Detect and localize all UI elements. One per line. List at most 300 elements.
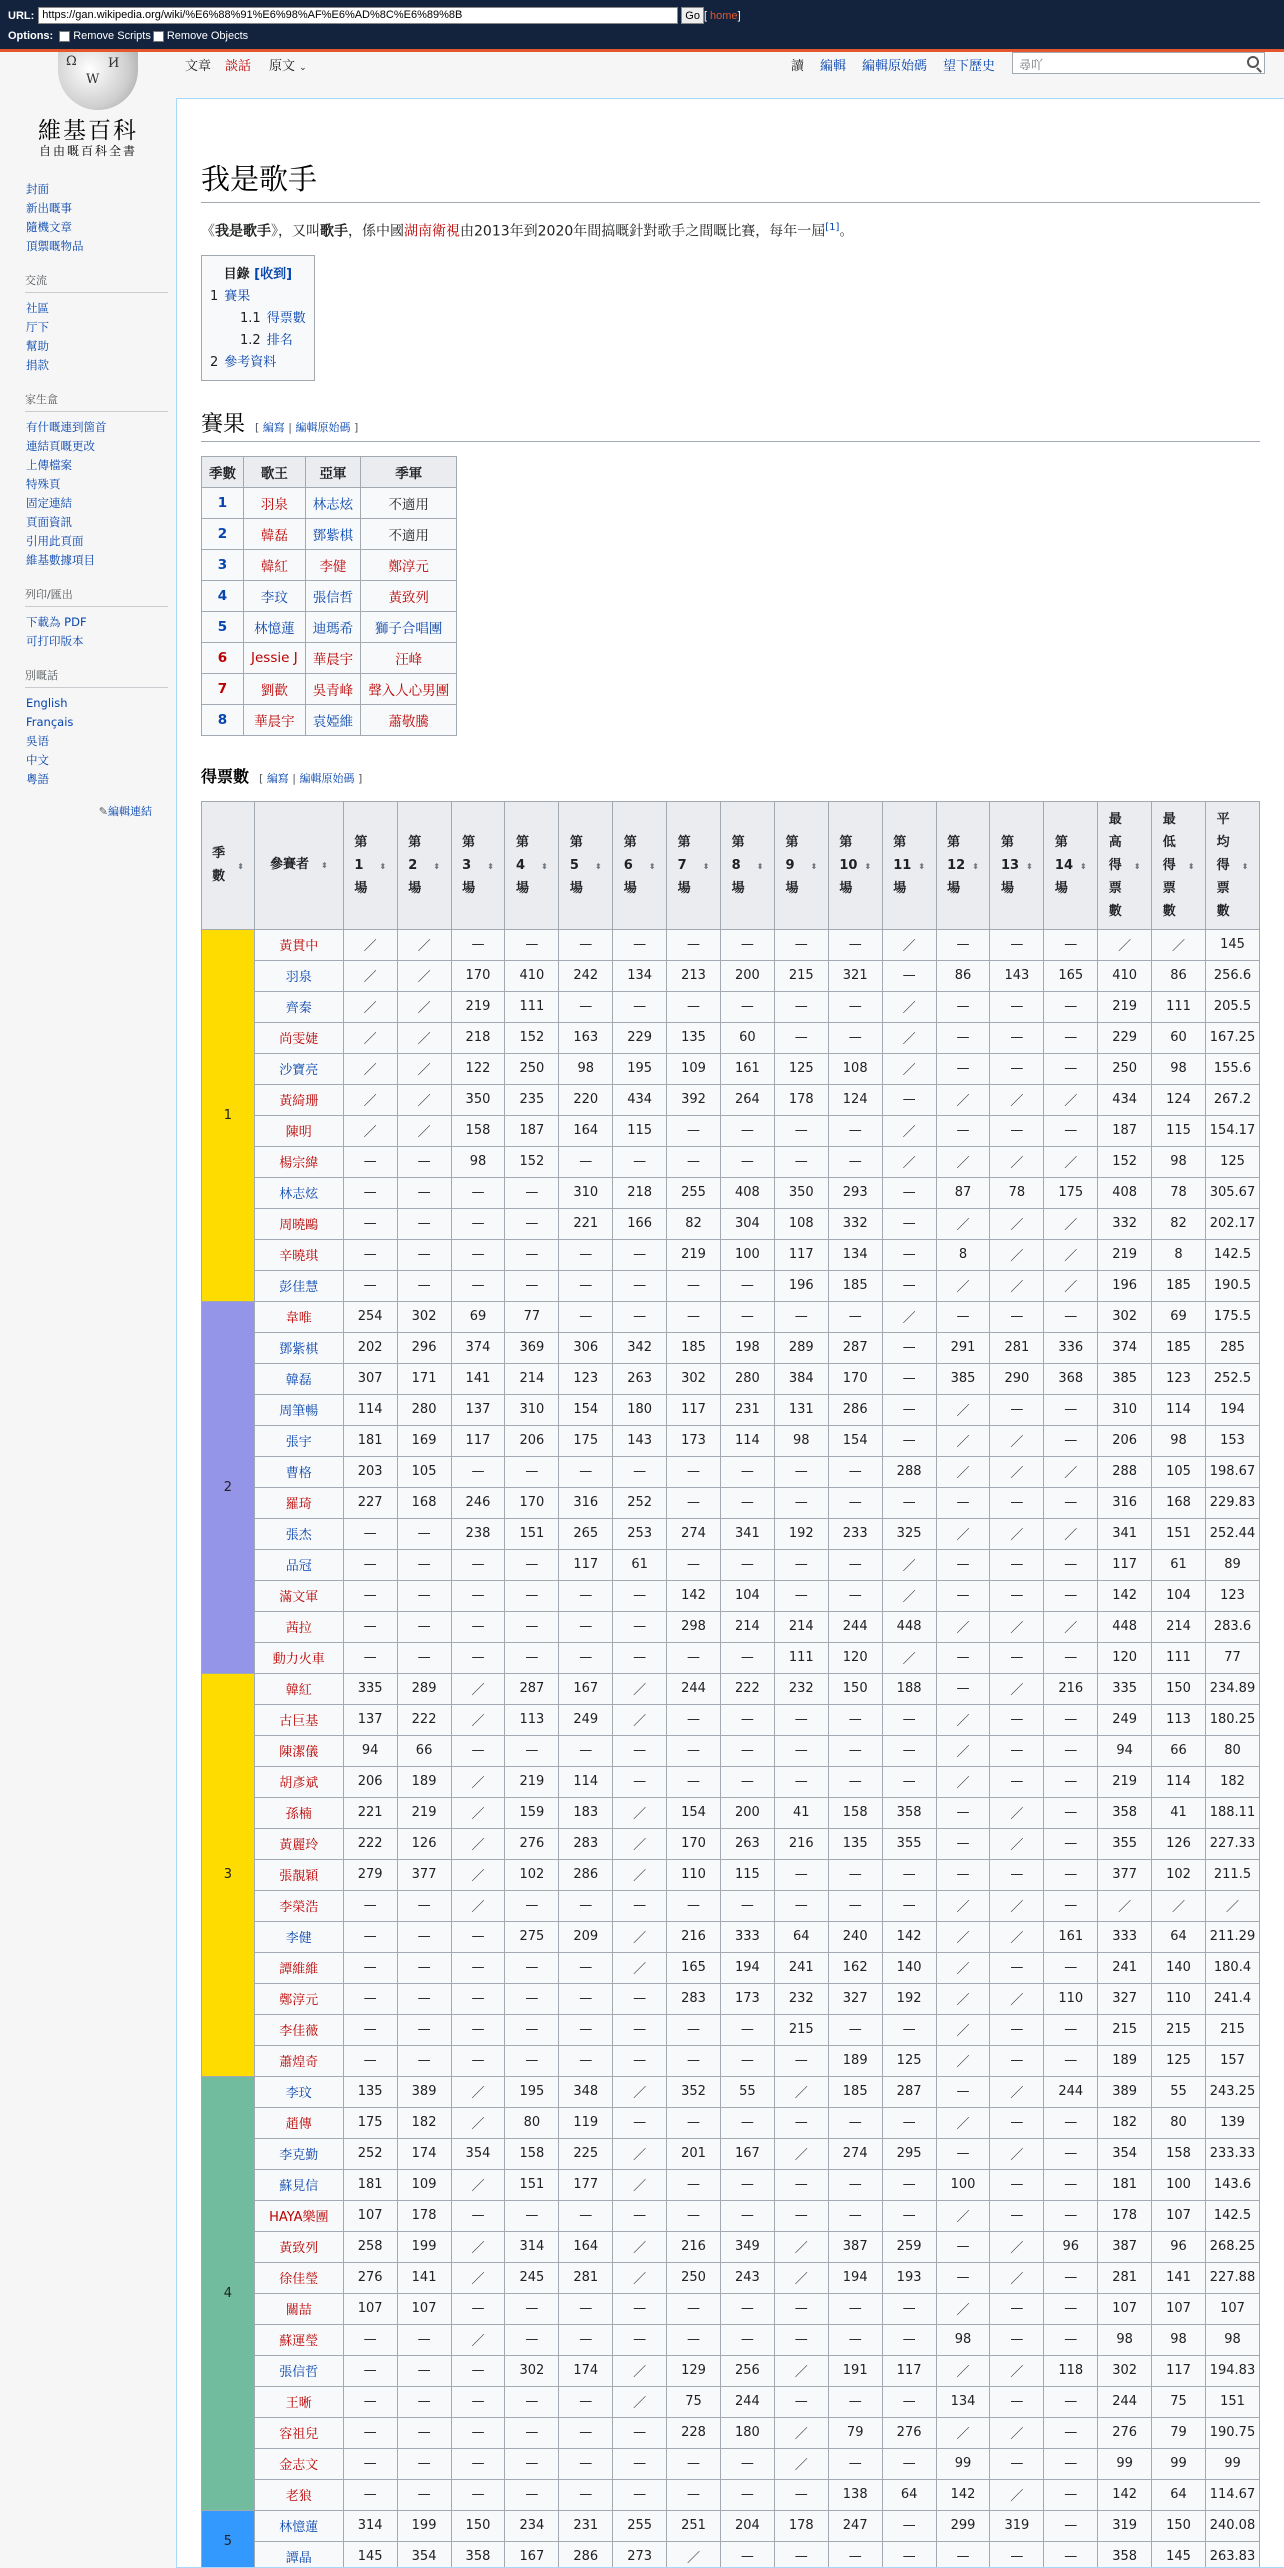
vote-cell: 255 xyxy=(613,2510,667,2541)
vote-cell: 60 xyxy=(720,1022,774,1053)
singer-cell[interactable]: 鄭淳元 xyxy=(361,549,457,580)
table-row xyxy=(202,642,457,673)
sidebar-link[interactable]: 有什嘅連到箇首 xyxy=(26,420,107,434)
vote-cell: 195 xyxy=(613,1053,667,1084)
contestant-cell[interactable]: 張靚穎 xyxy=(254,1859,343,1890)
tab-read[interactable]: 讀 xyxy=(791,59,805,74)
contestant-cell[interactable]: 李佳薇 xyxy=(254,2014,343,2045)
sortable-header[interactable] xyxy=(202,801,255,929)
contestant-cell[interactable]: 徐佳瑩 xyxy=(254,2262,343,2293)
vote-cell: 141 xyxy=(451,1363,505,1394)
vote-cell: ／ xyxy=(936,1518,990,1549)
contestant-cell[interactable]: 林憶蓮 xyxy=(254,2510,343,2541)
contestant-cell[interactable]: 韓紅 xyxy=(254,1673,343,1704)
sidebar-link[interactable]: English xyxy=(26,696,68,710)
tab-history[interactable]: 望下歷史 xyxy=(943,59,996,74)
vote-cell: — xyxy=(613,2479,667,2510)
vote-cell: 283 xyxy=(667,1983,721,2014)
vote-cell: 314 xyxy=(343,2510,397,2541)
vote-cell: 171 xyxy=(397,1363,451,1394)
vote-cell: — xyxy=(828,1704,882,1735)
contestant-cell[interactable]: 韋唯 xyxy=(254,1301,343,1332)
contestant-cell[interactable]: 彭佳慧 xyxy=(254,1270,343,1301)
vote-cell: ／ xyxy=(990,1146,1044,1177)
edit-source-link[interactable]: 編輯原始碼 xyxy=(299,771,355,785)
contestant-cell[interactable]: 容祖兒 xyxy=(254,2417,343,2448)
vote-cell: ／ xyxy=(936,1983,990,2014)
vote-cell: — xyxy=(559,929,613,960)
sidebar-link[interactable]: 捐款 xyxy=(26,358,49,372)
vote-cell: 238 xyxy=(451,1518,505,1549)
vote-cell: 159 xyxy=(505,1797,559,1828)
sidebar-link[interactable]: 吳语 xyxy=(26,734,49,748)
vote-cell: 69 xyxy=(1152,1301,1206,1332)
vote-cell: 389 xyxy=(397,2076,451,2107)
contestant-cell[interactable]: 孫楠 xyxy=(254,1797,343,1828)
contestant-cell[interactable]: 齊秦 xyxy=(254,991,343,1022)
vote-cell: 141 xyxy=(397,2262,451,2293)
vote-cell: — xyxy=(882,2386,936,2417)
contestant-cell[interactable]: 鄧紫棋 xyxy=(254,1332,343,1363)
contestant-cell[interactable]: 茜拉 xyxy=(254,1611,343,1642)
singer-cell[interactable]: 鄧紫棋 xyxy=(305,518,361,549)
contestant-cell[interactable]: 李克勤 xyxy=(254,2138,343,2169)
contestant-cell[interactable]: 周曉鷗 xyxy=(254,1208,343,1239)
table-row xyxy=(202,1549,1260,1580)
search-icon[interactable] xyxy=(1247,56,1259,68)
contestant-cell[interactable]: 李健 xyxy=(254,1921,343,1952)
contestant-cell[interactable]: 楊宗緯 xyxy=(254,1146,343,1177)
vote-cell: — xyxy=(828,1735,882,1766)
contestant-cell[interactable]: 羅琦 xyxy=(254,1487,343,1518)
vote-cell: 69 xyxy=(451,1301,505,1332)
sortable-header[interactable] xyxy=(774,801,828,929)
home-link[interactable]: home xyxy=(710,9,738,22)
singer-cell[interactable]: 羽泉 xyxy=(244,487,306,518)
vote-cell: — xyxy=(451,1611,505,1642)
season-cell: 3 xyxy=(202,549,244,580)
vote-cell: — xyxy=(613,1983,667,2014)
vote-cell: 252 xyxy=(613,1487,667,1518)
sidebar-item xyxy=(26,513,168,532)
sortable-header[interactable] xyxy=(1205,801,1259,929)
vote-cell: 227 xyxy=(343,1487,397,1518)
contestant-cell[interactable]: 黃麗玲 xyxy=(254,1828,343,1859)
vote-cell: 164 xyxy=(559,1115,613,1146)
sidebar-link[interactable]: 新出嘅事 xyxy=(26,201,72,215)
vote-cell: ／ xyxy=(990,1084,1044,1115)
vote-cell: — xyxy=(397,1642,451,1673)
vote-cell: 177 xyxy=(559,2169,613,2200)
contestant-cell[interactable]: 張杰 xyxy=(254,1518,343,1549)
contestant-cell[interactable]: 動力火車 xyxy=(254,1642,343,1673)
table-row xyxy=(202,1146,1260,1177)
vote-cell: 175 xyxy=(1044,1177,1098,1208)
sidebar-link[interactable]: 維基數據項目 xyxy=(26,553,95,567)
vote-cell: ／ xyxy=(343,960,397,991)
vote-cell: — xyxy=(559,2324,613,2355)
vote-cell: 125 xyxy=(774,1053,828,1084)
header-label: 最低得票數 xyxy=(1162,811,1176,919)
table-row xyxy=(202,1301,1260,1332)
sidebar-item xyxy=(26,418,168,437)
contestant-cell[interactable]: 曹格 xyxy=(254,1456,343,1487)
singer-cell[interactable]: 張信哲 xyxy=(305,580,361,611)
table-row xyxy=(202,1704,1260,1735)
sortable-header[interactable] xyxy=(559,801,613,929)
toc-link[interactable]: 排名 xyxy=(266,332,293,348)
vote-cell: 181 xyxy=(343,2169,397,2200)
vote-cell: 321 xyxy=(828,960,882,991)
sidebar-link[interactable]: 粵語 xyxy=(26,772,49,786)
vote-cell: 216 xyxy=(774,1828,828,1859)
sidebar-link[interactable]: 上傳檔案 xyxy=(26,458,72,472)
vote-cell: — xyxy=(505,2293,559,2324)
contestant-cell[interactable]: 陳明 xyxy=(254,1115,343,1146)
vote-cell: — xyxy=(505,1580,559,1611)
sortable-header[interactable] xyxy=(1098,801,1152,929)
vote-cell: — xyxy=(1044,1952,1098,1983)
sortable-header[interactable] xyxy=(254,801,343,929)
contestant-cell[interactable]: 品冠 xyxy=(254,1549,343,1580)
contestant-cell[interactable]: 沙寶亮 xyxy=(254,1053,343,1084)
vote-cell: 125 xyxy=(1152,2045,1206,2076)
singer-cell[interactable]: 華晨宇 xyxy=(244,704,306,735)
singer-cell[interactable]: 劉歡 xyxy=(244,673,306,704)
sidebar-link[interactable]: 封面 xyxy=(26,182,49,196)
vote-cell: 110 xyxy=(1152,1983,1206,2014)
vote-cell: — xyxy=(667,1270,721,1301)
sidebar-link[interactable]: 引用此頁面 xyxy=(26,534,84,548)
contestant-cell[interactable]: 滿文軍 xyxy=(254,1580,343,1611)
vote-cell: 227.88 xyxy=(1205,2262,1259,2293)
contestant-cell[interactable]: 尚雯婕 xyxy=(254,1022,343,1053)
edit-section-link[interactable]: 編寫 xyxy=(266,771,289,785)
singer-cell[interactable]: 袁婭維 xyxy=(305,704,361,735)
contestant-cell[interactable]: 古巨基 xyxy=(254,1704,343,1735)
singer-cell[interactable]: 吳青峰 xyxy=(305,673,361,704)
edit-section-link[interactable]: 編寫 xyxy=(262,420,285,434)
table-row xyxy=(202,1828,1260,1859)
toc-item[interactable] xyxy=(210,308,306,330)
sidebar-link[interactable]: 固定連結 xyxy=(26,496,72,510)
vote-cell: 41 xyxy=(1152,1797,1206,1828)
sortable-header[interactable] xyxy=(936,801,990,929)
vote-cell: 252 xyxy=(343,2138,397,2169)
vote-cell: — xyxy=(990,1301,1044,1332)
vote-cell: — xyxy=(343,2355,397,2386)
sidebar-link[interactable]: Français xyxy=(26,715,74,729)
vote-cell: 114.67 xyxy=(1205,2479,1259,2510)
sidebar-link[interactable]: 社區 xyxy=(26,301,49,315)
vote-cell: — xyxy=(1044,2200,1098,2231)
singer-cell[interactable]: 獅子合唱團 xyxy=(361,611,457,642)
toc-link[interactable]: 賽果 xyxy=(224,288,251,304)
vote-cell: — xyxy=(667,1456,721,1487)
vote-cell: ／ xyxy=(990,1797,1044,1828)
go-button[interactable]: Go xyxy=(681,7,704,24)
hunan-tv-link[interactable]: 湖南衛視 xyxy=(404,223,460,240)
toc-link[interactable]: 得票數 xyxy=(266,310,306,326)
sidebar-link[interactable]: 頁面資訊 xyxy=(26,515,72,529)
sortable-header[interactable] xyxy=(343,801,397,929)
wiki-logo[interactable] xyxy=(0,52,176,160)
vote-cell: — xyxy=(882,2107,936,2138)
contestant-cell[interactable]: HAYA樂團 xyxy=(254,2200,343,2231)
toc-item[interactable] xyxy=(210,330,306,352)
sidebar-link[interactable]: 幫助 xyxy=(26,339,49,353)
vote-cell: — xyxy=(882,1332,936,1363)
vote-cell: — xyxy=(882,1363,936,1394)
singer-cell[interactable]: 華晨宇 xyxy=(305,642,361,673)
vote-cell: — xyxy=(667,1115,721,1146)
vote-cell: — xyxy=(720,2107,774,2138)
contestant-cell[interactable]: 陳潔儀 xyxy=(254,1735,343,1766)
contestant-cell[interactable]: 周筆暢 xyxy=(254,1394,343,1425)
vote-cell: 250 xyxy=(505,1053,559,1084)
url-input[interactable]: https://gan.wikipedia.org/wiki/%E6%88%91%E6%98%AF%E6%AD%8C%E6%89%8B xyxy=(38,7,678,24)
contestant-cell[interactable]: 張信哲 xyxy=(254,2355,343,2386)
vote-cell: ／ xyxy=(451,1673,505,1704)
sortable-header[interactable] xyxy=(613,801,667,929)
vote-cell: — xyxy=(990,1022,1044,1053)
vote-cell: — xyxy=(774,2541,828,2568)
sidebar-link[interactable]: 厅下 xyxy=(26,320,49,334)
vote-cell: 94 xyxy=(343,1735,397,1766)
vote-cell: — xyxy=(990,2448,1044,2479)
singer-cell[interactable]: 迪瑪希 xyxy=(305,611,361,642)
search-input[interactable] xyxy=(1012,52,1265,74)
sortable-header[interactable] xyxy=(990,801,1044,929)
sidebar-languages xyxy=(0,665,176,789)
tab-edit[interactable]: 編輯 xyxy=(820,59,847,74)
vote-cell: — xyxy=(990,1115,1044,1146)
sortable-header[interactable] xyxy=(397,801,451,929)
vote-cell: 244 xyxy=(667,1673,721,1704)
sortable-header[interactable] xyxy=(720,801,774,929)
vote-cell: 175 xyxy=(559,1425,613,1456)
tab-talk[interactable]: 談話 xyxy=(225,59,252,74)
vote-cell: 202.17 xyxy=(1205,1208,1259,1239)
vote-cell: ／ xyxy=(451,1766,505,1797)
contestant-cell[interactable]: 李榮浩 xyxy=(254,1890,343,1921)
toc-item[interactable] xyxy=(210,352,306,374)
sortable-header[interactable] xyxy=(505,801,559,929)
sidebar-link[interactable]: 頂禦嘅物品 xyxy=(26,239,84,253)
contestant-cell[interactable]: 辛曉琪 xyxy=(254,1239,343,1270)
vote-cell: — xyxy=(667,929,721,960)
vote-cell: 117 xyxy=(1152,2355,1206,2386)
singer-cell[interactable]: 李健 xyxy=(305,549,361,580)
vote-cell: 392 xyxy=(667,1084,721,1115)
vote-cell: — xyxy=(559,2014,613,2045)
contestant-cell[interactable]: 蘇運瑩 xyxy=(254,2324,343,2355)
vote-cell: 168 xyxy=(397,1487,451,1518)
vote-cell: 137 xyxy=(451,1394,505,1425)
vote-cell: 327 xyxy=(1098,1983,1152,2014)
vote-cell: 98 xyxy=(1205,2324,1259,2355)
sidebar-link[interactable]: 下載為 PDF xyxy=(26,615,87,629)
vote-cell: 113 xyxy=(505,1704,559,1735)
season-cell: 7 xyxy=(202,673,244,704)
vote-cell: 158 xyxy=(451,1115,505,1146)
singer-cell[interactable]: 黃致列 xyxy=(361,580,457,611)
vote-cell: 174 xyxy=(397,2138,451,2169)
vote-cell: 273 xyxy=(613,2541,667,2568)
vote-cell: 143.6 xyxy=(1205,2169,1259,2200)
vote-cell: ／ xyxy=(1044,1270,1098,1301)
toc-link[interactable]: 參考資料 xyxy=(224,354,277,370)
vote-cell: — xyxy=(505,1456,559,1487)
vote-cell: ／ xyxy=(397,929,451,960)
vote-cell: — xyxy=(774,1115,828,1146)
sortable-header[interactable] xyxy=(1152,801,1206,929)
contestant-cell[interactable]: 李玟 xyxy=(254,2076,343,2107)
sidebar-item xyxy=(26,532,168,551)
sidebar-item xyxy=(26,613,168,632)
remove-objects-checkbox[interactable] xyxy=(153,31,164,42)
sidebar-link[interactable]: 可打印版本 xyxy=(26,634,84,648)
contestant-cell[interactable]: 胡彥斌 xyxy=(254,1766,343,1797)
sort-icon: ⬍ xyxy=(810,861,818,871)
singer-cell[interactable]: 林憶蓮 xyxy=(244,611,306,642)
singer-cell[interactable]: 蕭敬騰 xyxy=(361,704,457,735)
vote-cell: 154 xyxy=(667,1797,721,1828)
vote-cell: — xyxy=(828,2014,882,2045)
sortable-header[interactable] xyxy=(882,801,936,929)
contestant-cell[interactable]: 關喆 xyxy=(254,2293,343,2324)
contestant-cell[interactable]: 黃綺珊 xyxy=(254,1084,343,1115)
contestant-cell[interactable]: 蘇見信 xyxy=(254,2169,343,2200)
vote-cell: — xyxy=(505,1983,559,2014)
vote-cell: — xyxy=(774,2200,828,2231)
vote-cell: 358 xyxy=(882,1797,936,1828)
tab-edit-source[interactable]: 編輯原始碼 xyxy=(862,59,928,74)
vote-cell: 126 xyxy=(397,1828,451,1859)
vote-cell: — xyxy=(882,2169,936,2200)
vote-cell: — xyxy=(505,2448,559,2479)
vote-cell: 389 xyxy=(1098,2076,1152,2107)
contestant-cell[interactable]: 羽泉 xyxy=(254,960,343,991)
contestant-cell[interactable]: 王晰 xyxy=(254,2386,343,2417)
contestant-cell[interactable]: 金志文 xyxy=(254,2448,343,2479)
contestant-cell[interactable]: 林志炫 xyxy=(254,1177,343,1208)
sortable-header[interactable] xyxy=(828,801,882,929)
vote-cell: — xyxy=(1044,2107,1098,2138)
vote-cell: 165 xyxy=(667,1952,721,1983)
vote-cell: — xyxy=(720,2448,774,2479)
vote-cell: 110 xyxy=(667,1859,721,1890)
vote-cell: — xyxy=(451,2293,505,2324)
contestant-cell[interactable]: 老狼 xyxy=(254,2479,343,2510)
vote-cell: — xyxy=(990,1394,1044,1425)
toc-item[interactable] xyxy=(210,286,306,308)
vote-cell: 316 xyxy=(559,1487,613,1518)
toc-number: 1.2 xyxy=(240,332,261,348)
contestant-cell[interactable]: 張宇 xyxy=(254,1425,343,1456)
sortable-header[interactable] xyxy=(667,801,721,929)
table-row xyxy=(202,2541,1260,2568)
vote-cell: 274 xyxy=(828,2138,882,2169)
contestant-cell[interactable]: 韓磊 xyxy=(254,1363,343,1394)
vote-cell: ／ xyxy=(1044,1611,1098,1642)
vote-cell: — xyxy=(936,1797,990,1828)
vote-cell: ／ xyxy=(397,1022,451,1053)
contestant-cell[interactable]: 黃致列 xyxy=(254,2231,343,2262)
singer-cell[interactable]: 聲入人心男團 xyxy=(361,673,457,704)
vote-cell: — xyxy=(451,1983,505,2014)
vote-cell: ／ xyxy=(936,1270,990,1301)
contestant-cell[interactable]: 譚晶 xyxy=(254,2541,343,2568)
vote-cell: — xyxy=(936,2076,990,2107)
toc-toggle[interactable]: [收到] xyxy=(254,266,293,282)
singer-cell[interactable]: 韓紅 xyxy=(244,549,306,580)
vote-cell: — xyxy=(559,2386,613,2417)
table-row xyxy=(202,1642,1260,1673)
tab-variant[interactable]: 原文 ⌄ xyxy=(269,59,307,74)
vote-cell: — xyxy=(397,2386,451,2417)
vote-cell: 124 xyxy=(1152,1084,1206,1115)
singer-cell[interactable]: 汪峰 xyxy=(361,642,457,673)
vote-cell: — xyxy=(990,1487,1044,1518)
reference-link[interactable]: [1] xyxy=(825,222,840,233)
vote-cell: 368 xyxy=(1044,1363,1098,1394)
vote-cell: 215 xyxy=(774,960,828,991)
contestant-cell[interactable]: 蕭煌奇 xyxy=(254,2045,343,2076)
section-heading: 賽果 [ 編寫 | 編輯原始碼 ] xyxy=(201,407,1260,442)
vote-cell: 410 xyxy=(505,960,559,991)
contestant-cell[interactable]: 黃貫中 xyxy=(254,929,343,960)
vote-cell: 219 xyxy=(505,1766,559,1797)
vote-cell: — xyxy=(882,1859,936,1890)
sortable-header[interactable] xyxy=(451,801,505,929)
singer-cell[interactable]: Jessie J xyxy=(244,642,306,673)
tab-article[interactable]: 文章 xyxy=(185,59,212,74)
singer-cell[interactable]: 李玟 xyxy=(244,580,306,611)
vote-cell: — xyxy=(343,2479,397,2510)
vote-cell: 104 xyxy=(720,1580,774,1611)
vote-cell: — xyxy=(343,1890,397,1921)
vote-cell: — xyxy=(774,991,828,1022)
sidebar-link[interactable]: 連結頁嘅更改 xyxy=(26,439,95,453)
edit-links[interactable]: ✎編輯連結 xyxy=(98,805,152,818)
vote-cell: — xyxy=(936,1642,990,1673)
sidebar-link[interactable]: 隨機文章 xyxy=(26,220,72,234)
sidebar-link[interactable]: 特殊頁 xyxy=(26,477,61,491)
vote-cell: — xyxy=(451,1239,505,1270)
singer-cell[interactable]: 林志炫 xyxy=(305,487,361,518)
vote-cell: 247 xyxy=(828,2510,882,2541)
singer-cell[interactable]: 韓磊 xyxy=(244,518,306,549)
header-label: 第12場 xyxy=(947,834,966,896)
column-header: 歌王 xyxy=(244,456,306,487)
edit-source-link[interactable]: 編輯原始碼 xyxy=(295,420,351,434)
vote-cell: 250 xyxy=(667,2262,721,2293)
contestant-cell[interactable]: 鄭淳元 xyxy=(254,1983,343,2014)
vote-cell: 115 xyxy=(1152,1115,1206,1146)
sortable-header[interactable] xyxy=(1044,801,1098,929)
contestant-cell[interactable]: 譚維維 xyxy=(254,1952,343,1983)
vote-cell: — xyxy=(559,1580,613,1611)
vote-cell: 348 xyxy=(559,2076,613,2107)
vote-cell: — xyxy=(990,2293,1044,2324)
vote-cell: 227.33 xyxy=(1205,1828,1259,1859)
vote-cell: ／ xyxy=(882,929,936,960)
sidebar-link[interactable]: 中文 xyxy=(26,753,49,767)
contestant-cell[interactable]: 趙傳 xyxy=(254,2107,343,2138)
vote-cell: — xyxy=(1044,2324,1098,2355)
remove-scripts-checkbox[interactable] xyxy=(59,31,70,42)
